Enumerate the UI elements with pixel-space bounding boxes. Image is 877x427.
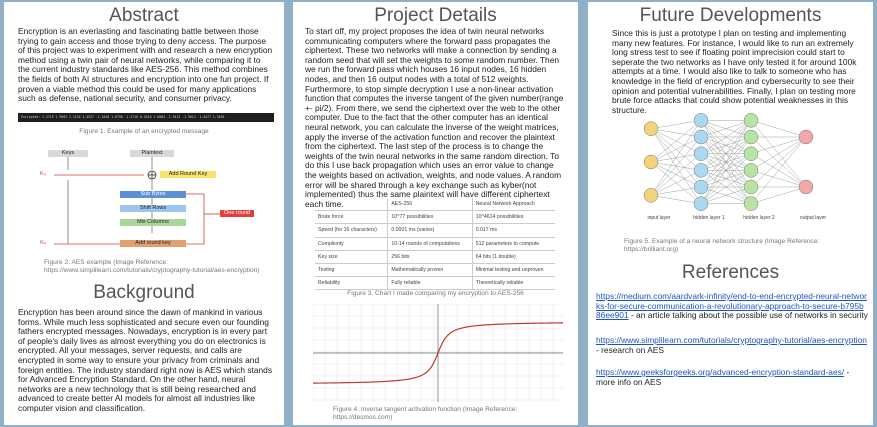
mix-columns-box: Mix Columns: [120, 219, 186, 226]
table-cell: Mathematically proven: [388, 263, 472, 276]
table-cell: Brute force: [315, 211, 388, 224]
nn-label-output: output layer: [799, 215, 827, 221]
nn-connection: [651, 120, 701, 128]
add-round-key-box: Add round key: [120, 240, 186, 247]
nn-connection: [651, 120, 701, 162]
reference-note: - an article talking about the possible use of networks in security: [630, 310, 868, 321]
keys-box: Keys: [48, 150, 88, 157]
references-title: References: [681, 262, 780, 283]
nn-connection: [751, 170, 806, 187]
nn-label-input: input layer: [647, 215, 671, 221]
nn-label-hidden1: hidden layer 1: [693, 215, 725, 221]
nn-node: [744, 130, 758, 144]
nn-connection: [651, 129, 701, 137]
future-title: Future Developments: [639, 5, 822, 26]
nn-connection: [651, 154, 701, 196]
figure2-caption: Figure 2. AES example (Image Reference: https://www.simplilearn.com/tutorials/cryptography-tutorial/aes-encryption): [44, 259, 260, 274]
reference-link[interactable]: https://medium.com/aardvark-infinity/end-to-end-encrypted-neural-networks-for-secure-communication-a-revolutionary-approach-to-secure-b795b86ee901: [596, 291, 867, 321]
nn-connection: [751, 137, 806, 170]
nn-node: [744, 180, 758, 194]
nn-connection: [651, 195, 701, 203]
figure4-caption: Figure 4. Inverse tangent activation function (Image Reference: https://desmos.com): [333, 406, 518, 421]
table-cell: Fully reliable: [388, 277, 472, 290]
background-text: Encryption has been around since the dawn of mankind in various forms. While much less sophisticated and secure even our founding fathers encrypted messages. Nowadays, encryption is in every part of people's daily lives as almost everything you do on electronics is encrypted. All your messages, server requests, and calls are encrypted in some way to ensure your privacy from criminals and foreign entities. The industry standard right now is AES which stands for Advanced Encryption Standard. On the other hand, neural networks are a new technology that is still being researched and advanced to create better AI models for almost all industries like computer vision and classification.: [18, 307, 273, 413]
add-round-key-top-box: Add Round Key: [160, 171, 216, 178]
neural-network-diagram: [628, 110, 843, 218]
terminal-text: Encrypted:-1.2719 1.9903 1.1134 1.4527 -1.1016 1.0798 -1.2710 0.5410 1.0084 -1.3413 -1.9614 -1.4477 1.3405: [21, 115, 225, 119]
nn-node: [694, 130, 708, 144]
reference-note: - research on AES: [596, 344, 664, 355]
table-header-cell: [315, 198, 388, 211]
table-cell: 10^77 possibilities: [388, 211, 472, 224]
table-cell: Speed (for 16 characters): [315, 224, 388, 237]
figure3-caption: Figure 3. Chart I made comparing my encryption to AES-256: [347, 290, 524, 297]
reference-link[interactable]: https://www.geeksforgeeks.org/advanced-encryption-standard-aes/: [596, 367, 845, 377]
nn-connection: [751, 137, 806, 204]
reference-note: - more info on AES: [596, 367, 850, 387]
table-cell: 10-14 rounds of computations: [388, 237, 472, 250]
table-header-row: [315, 198, 555, 211]
nn-node: [694, 180, 708, 194]
table-header-cell: AES-256: [388, 198, 472, 211]
nn-node: [799, 130, 813, 144]
abstract-title: Abstract: [109, 5, 179, 26]
nn-node: [744, 147, 758, 161]
figure1-caption: Figure 1. Example of an encrypted message: [79, 128, 209, 135]
table-cell: 0.017 ms: [472, 224, 555, 237]
nn-connection: [651, 170, 701, 195]
sub-bytes-box: Sub Bytes: [120, 191, 186, 198]
abstract-text: Encryption is an everlasting and fascinating battle between those trying to gain access and those trying to deny access. The purpose of this project was to experiment with and research a new encryption method using a twin pair of neural networks, while comparing it to the current industry standards like AES-256. This method combines the fields of both AI structures and encryption into one fun project. If proven a viable method this could be used for many applications such as defense, national security, and consumer privacy.: [18, 26, 273, 104]
figure5-caption: Figure 5. Example of a neural network structure (Image Reference: https://brilliant.org): [624, 238, 820, 253]
nn-node: [744, 163, 758, 177]
atan-graph: [313, 304, 563, 402]
nn-node: [744, 113, 758, 127]
background-title: Background: [93, 282, 195, 303]
nn-node: [694, 197, 708, 211]
nn-node: [694, 113, 708, 127]
table-cell: Minimal testing and unproven: [472, 263, 555, 276]
nn-node: [799, 180, 813, 194]
table-cell: 512 parameters to compute: [472, 237, 555, 250]
nn-connection: [751, 137, 806, 154]
nn-node: [694, 147, 708, 161]
nn-node: [644, 188, 658, 202]
table-cell: Reliability: [315, 277, 388, 290]
table-cell: Testing: [315, 263, 388, 276]
table-cell: Theoretically reliable: [472, 277, 555, 290]
table-row: [315, 250, 555, 263]
nn-node: [744, 197, 758, 211]
reference-item: [596, 292, 868, 321]
reference-item: [596, 368, 868, 387]
table-cell: 256 bits: [388, 250, 472, 263]
project-text: To start off, my project proposes the idea of twin neural networks communicating computers where the forward pass propagates the ciphertext. These two networks will make a connection by sending a random seed that will set the weights to some random number. Then we run the forward pass which houses 16 input nodes, 16 hidden nodes, and then 16 output nodes with a total of 512 weights. Furthermore, to stop simple decryption I use a non-linear activation function that computes the inverse tangent of the given number(range +- pi/2). From there, we send the ciphertext over the web to the other computer. Due to the fact that the other computer has an identical neural network, you can calculate the inverse of the weight matrices, apply the inverse of the activation function and recover the plaintext from the ciphertext. The last step of the process is to change the weights of the twin neural networks in the same random direction. To do this I use back propagation which uses an error value to change the weights based on activation, weights, and node values. A random error will be shared through a key exchange such as kyber(not implemented) thus the same plaintext will have different ciphertext each time.: [305, 26, 564, 209]
future-panel: [588, 2, 873, 425]
nn-connection: [751, 120, 806, 137]
table-header-cell: Neural Network Approach: [472, 198, 555, 211]
table-cell: 10^4614 possibilities: [472, 211, 555, 224]
nn-connection: [651, 137, 701, 162]
nn-connection: [651, 137, 701, 195]
table-cell: Complexity: [315, 237, 388, 250]
kn-label: Kₙ: [40, 240, 46, 246]
table-row: [315, 224, 555, 237]
table-cell: 0.0001 ms (varies): [388, 224, 472, 237]
nn-label-hidden2: hidden layer 2: [743, 215, 775, 221]
table-row: [315, 211, 555, 224]
table-row: [315, 263, 555, 276]
comparison-table: [315, 198, 555, 290]
shift-rows-box: Shift Rows: [120, 205, 186, 212]
plaintext-box: Plaintext: [130, 150, 174, 157]
project-panel: [293, 2, 578, 425]
encrypted-terminal: [18, 113, 274, 122]
nn-node: [694, 163, 708, 177]
nn-connection: [651, 120, 701, 195]
project-title: Project Details: [374, 5, 497, 26]
table-row: [315, 237, 555, 250]
table-row: [315, 277, 555, 290]
table-cell: 64 bits (1 double): [472, 250, 555, 263]
nn-node: [644, 122, 658, 136]
abstract-panel: [4, 2, 284, 425]
reference-item: [596, 336, 868, 355]
future-text: Since this is just a prototype I plan on testing and implementing many new features. For instance, I would like to run an extremely long stress test to see if floating point imprecision could start to seperate the two networks as I have only tested it for around 100k attempts at a time. I would also like to talk to someone who has knowledge in the field of encryption and cybersecurity to see their opinion and potential vulnerabilities. Finally, I plan on testing more brute force attacks that could show potential weaknesses in this structure.: [612, 28, 857, 115]
one-round-box: One round: [220, 210, 254, 217]
k0-label: K₀: [40, 171, 46, 177]
nn-connection: [651, 187, 701, 195]
nn-node: [644, 155, 658, 169]
reference-link[interactable]: https://www.simplilearn.com/tutorials/cryptography-tutorial/aes-encryption: [596, 335, 867, 345]
aes-diagram: [34, 148, 269, 256]
nn-connection: [751, 187, 806, 204]
table-cell: Key size: [315, 250, 388, 263]
